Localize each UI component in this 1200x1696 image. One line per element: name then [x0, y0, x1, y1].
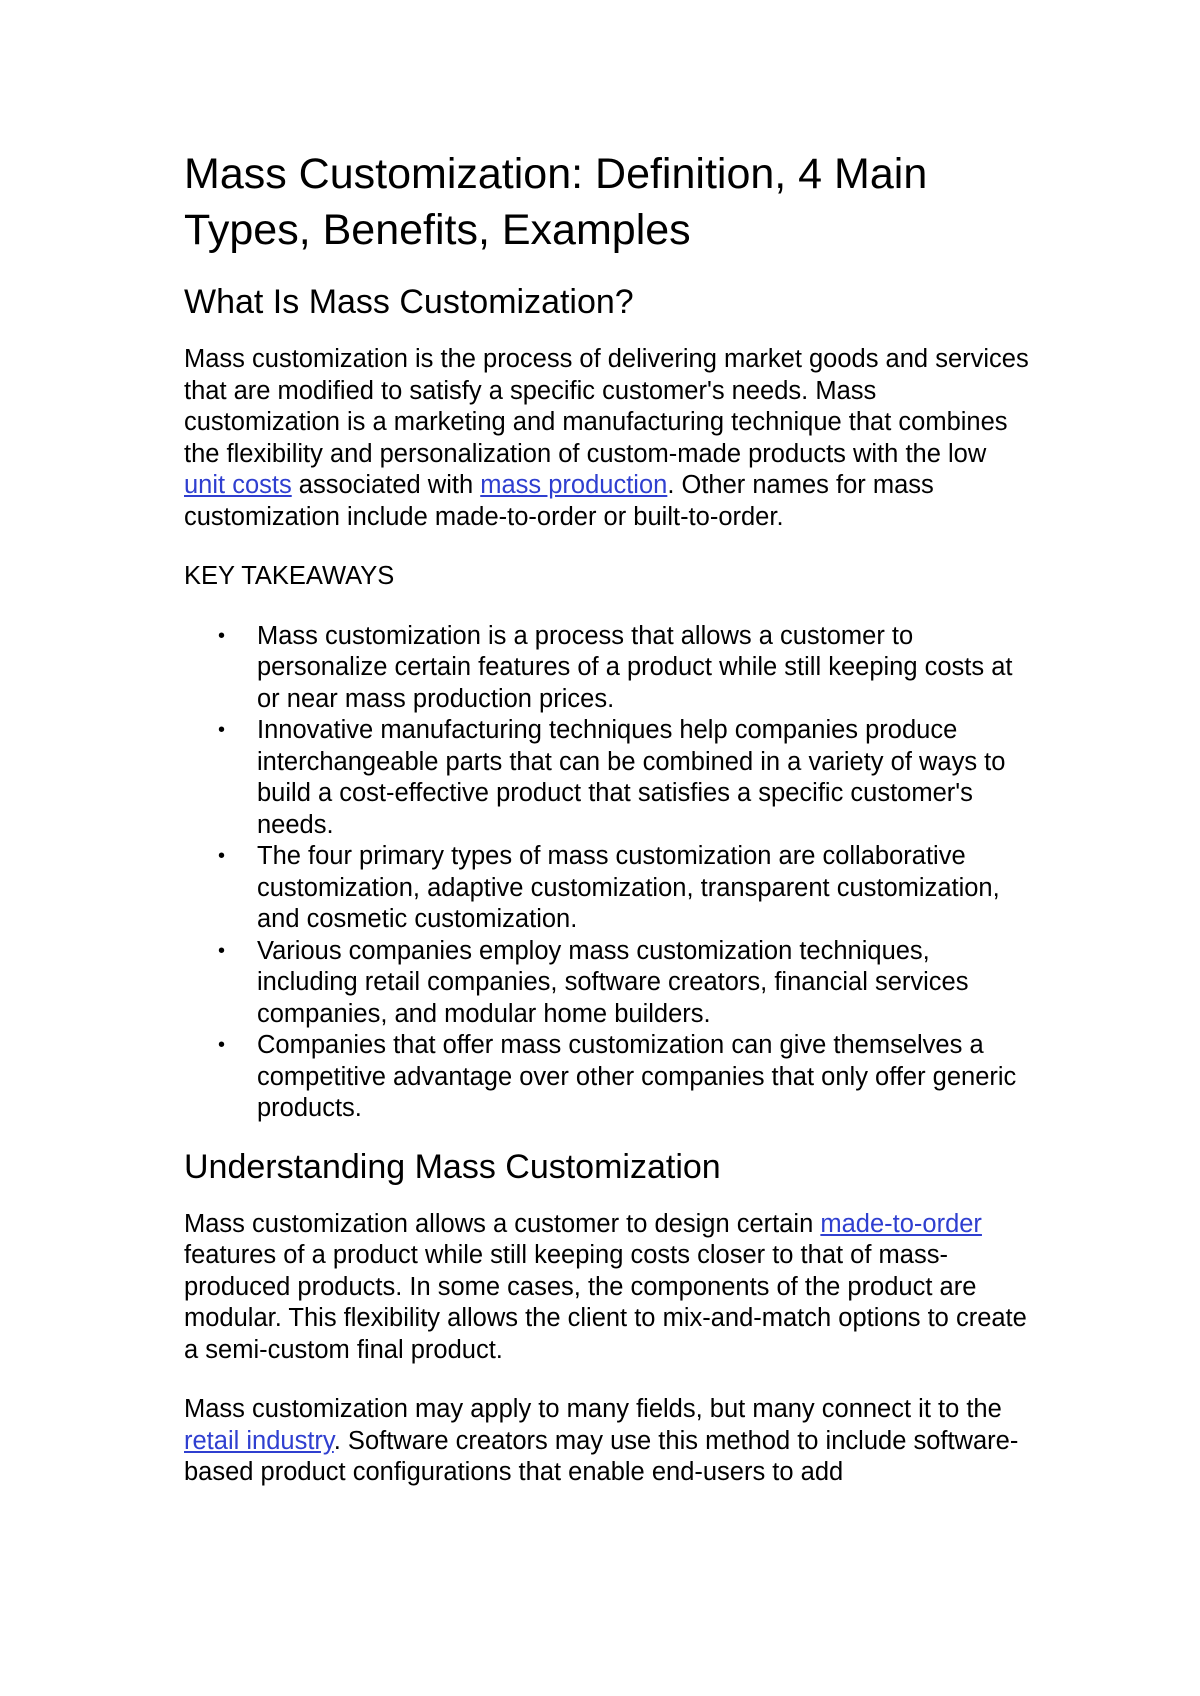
- unit-costs-link[interactable]: unit costs: [184, 471, 292, 499]
- takeaway-text: Mass customization is a process that allows a customer to personalize certain features of a product while still keeping costs at or near mass production prices.: [257, 621, 1013, 713]
- para2-text-1: Mass customization may apply to many fields, but many connect it to the: [184, 1395, 1002, 1423]
- intro-text-2: associated with: [291, 471, 481, 499]
- section-heading-understanding: Understanding Mass Customization: [184, 1147, 721, 1186]
- section-heading-what-is: What Is Mass Customization?: [184, 283, 634, 321]
- key-takeaways-list: [184, 621, 1034, 1125]
- list-item: [184, 1030, 1034, 1125]
- retail-industry-link[interactable]: retail industry: [184, 1426, 334, 1455]
- key-takeaways-label: KEY TAKEAWAYS: [184, 562, 395, 590]
- bullet-icon: •: [218, 624, 226, 647]
- list-item: [184, 621, 1034, 716]
- bullet-icon: •: [218, 1034, 226, 1056]
- takeaway-text: Various companies employ mass customization techniques, including retail companies, software creators, financial services companies, and modular home builders.: [257, 936, 969, 1028]
- bullet-icon: •: [218, 845, 226, 867]
- mass-production-link[interactable]: mass production: [480, 471, 668, 499]
- intro-text-3: . Other names for mass customization include made-to-order or built-to-order.: [184, 471, 934, 531]
- takeaway-text: Companies that offer mass customization can give themselves a competitive advantage over other companies that only offer generic products.: [257, 1031, 1017, 1122]
- intro-paragraph: [184, 344, 1034, 533]
- understanding-paragraph-1: [184, 1209, 1034, 1367]
- bullet-icon: •: [218, 719, 226, 741]
- bullet-icon: •: [218, 939, 226, 962]
- para1-text-1: Mass customization allows a customer to design certain: [184, 1209, 821, 1238]
- list-item: [184, 841, 1034, 936]
- made-to-order-link[interactable]: made-to-order: [820, 1209, 982, 1238]
- list-item: [184, 936, 1034, 1031]
- intro-text-1: Mass customization is the process of delivering market goods and services that are modified to satisfy a specific customer's needs. Mass customization is a marketing and manufacturing technique that combines the flexibility and personalization of custom-made products with the low: [184, 345, 1029, 468]
- document-body: [184, 146, 1034, 1517]
- understanding-paragraph-2: [184, 1394, 1034, 1489]
- takeaway-text: Innovative manufacturing techniques help companies produce interchangeable parts that can be combined in a variety of ways to build a cost-effective product that satisfies a specific customer's needs.: [257, 716, 1006, 839]
- para1-text-2: features of a product while still keeping costs closer to that of mass-produced products. In some cases, the components of the product are modular. This flexibility allows the client to mix-and-match options to create a semi-custom final product.: [184, 1241, 1027, 1364]
- para2-text-2: . Software creators may use this method to include software-based product configurations that enable end-users to add: [184, 1426, 1019, 1486]
- takeaway-text: The four primary types of mass customization are collaborative customization, adaptive customization, transparent customization, and cosmetic customization.: [257, 842, 1000, 933]
- list-item: [184, 715, 1034, 841]
- page-title: Mass Customization: Definition, 4 Main Types, Benefits, Examples: [184, 150, 928, 254]
